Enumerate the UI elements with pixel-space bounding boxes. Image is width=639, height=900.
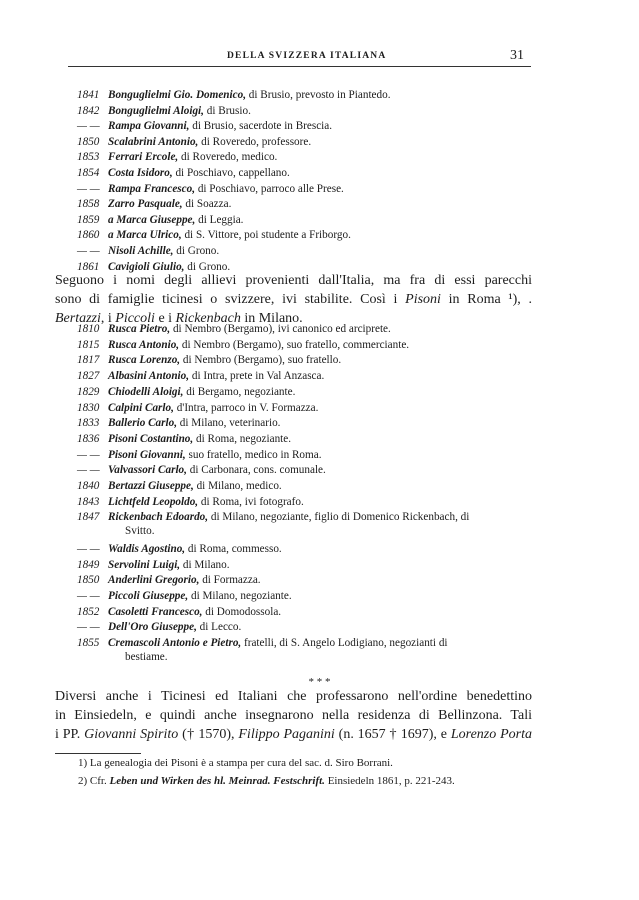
entry-text <box>108 402 318 415</box>
entry-name: Calpini Carlo, <box>108 401 174 414</box>
entry-name: Rickenbach Edoardo, <box>108 511 209 524</box>
entry-continuation: Svitto. <box>125 525 155 538</box>
entry-year: 1847 <box>77 511 100 524</box>
entry-detail: di Nembro (Bergamo), suo fratello. <box>180 354 342 367</box>
entry-text <box>108 214 243 227</box>
header-rule <box>68 66 531 67</box>
entry-detail: suo fratello, medico in Roma. <box>185 448 322 461</box>
entry-detail: di Lecco. <box>196 621 242 634</box>
entry-text <box>108 136 311 149</box>
entry-detail: di Intra, prete in Val Anzasca. <box>189 370 325 383</box>
entry-text <box>108 167 290 180</box>
entry-detail: di Milano. <box>180 558 230 571</box>
entry-text <box>108 354 341 367</box>
entry-year: 1861 <box>77 260 100 273</box>
entry-text <box>108 417 280 430</box>
entry-year: 1829 <box>77 385 100 398</box>
entry-year: 1860 <box>77 229 100 242</box>
entry-text <box>108 89 391 102</box>
entry-detail: di Carbonara, cons. comunale. <box>186 464 326 477</box>
entry-text <box>108 339 409 352</box>
entry-text <box>108 496 304 509</box>
entry-detail: di Brusio, sacerdote in Brescia. <box>189 120 333 133</box>
paragraph-line: Diversi anche i Ticinesi ed Italiani che professarono nell'ordine benedettino <box>55 689 532 704</box>
entry-year: 1859 <box>77 213 100 226</box>
entry-year: — — <box>77 542 100 555</box>
entry-year: 1833 <box>77 417 100 430</box>
entry-name: Chiodelli Aloigi, <box>108 385 184 398</box>
entry-text <box>108 183 344 196</box>
entry-text <box>108 229 351 242</box>
entry-year: 1815 <box>77 338 100 351</box>
entry-year: 1841 <box>77 89 100 101</box>
entry-detail: di Poschiavo, cappellano. <box>172 167 290 179</box>
entry-text <box>108 449 322 462</box>
entry-name: Cavigioli Giulio, <box>108 260 185 273</box>
entry-year: 1843 <box>77 495 100 508</box>
entry-text <box>108 637 448 650</box>
entry-name: Albasini Antonio, <box>108 370 190 383</box>
footnote-rule <box>55 753 141 754</box>
entry-detail: di Bergamo, negoziante. <box>183 385 296 398</box>
entry-year: 1849 <box>77 558 100 571</box>
entry-year: 1840 <box>77 480 100 492</box>
entry-name: Waldis Agostino, <box>108 542 186 555</box>
entry-detail: di Nembro (Bergamo), ivi canonico ed arciprete. <box>170 323 391 335</box>
paragraph-line: sono di famiglie ticinesi o svizzere, ivi stabilite. Così i Pisoni in Roma ¹), . <box>55 292 532 307</box>
entry-detail: di Soazza. <box>182 198 232 211</box>
entry-year: — — <box>77 464 100 477</box>
entry-name: Pisoni Costantino, <box>108 432 194 445</box>
entry-year: 1852 <box>77 605 100 618</box>
entry-text <box>108 120 332 133</box>
entry-detail: di Roma, commesso. <box>185 542 282 555</box>
section-asterism: * * * <box>308 676 331 688</box>
running-title: DELLA SVIZZERA ITALIANA <box>227 51 387 61</box>
entry-name: Valvassori Carlo, <box>108 464 187 477</box>
entry-name: a Marca Giuseppe, <box>108 213 196 226</box>
entry-name: Rampa Francesco, <box>108 182 196 195</box>
entry-name: a Marca Ulrico, <box>108 229 182 242</box>
paragraph-italian-students <box>55 271 532 328</box>
entry-detail: di Milano, veterinario. <box>177 417 281 430</box>
entry-name: Nisoli Achille, <box>108 245 174 257</box>
entry-year: — — <box>77 448 100 461</box>
entry-text <box>108 464 326 477</box>
entry-detail: di S. Vittore, poi studente a Friborgo. <box>181 229 351 242</box>
entry-year: 1810 <box>77 323 100 335</box>
entry-text <box>108 574 261 587</box>
entry-name: Casoletti Francesco, <box>108 605 203 618</box>
entry-detail: di Grono. <box>173 245 220 257</box>
entry-detail: di Milano, negoziante, figlio di Domenico Rickenbach, di <box>208 511 470 524</box>
entry-name: Zarro Pasquale, <box>108 198 183 211</box>
entry-year: 1850 <box>77 574 100 587</box>
entry-text <box>108 543 282 556</box>
entry-name: Bertazzi Giuseppe, <box>108 480 194 492</box>
entry-detail: di Nembro (Bergamo), suo fratello, commerciante. <box>179 338 410 351</box>
entry-name: Rusca Pietro, <box>108 323 171 335</box>
entry-name: Anderlini Gregorio, <box>108 574 200 587</box>
entry-detail: di Formazza. <box>199 574 261 587</box>
entry-continuation: bestiame. <box>125 651 168 663</box>
entry-text <box>108 559 230 572</box>
entry-name: Bonguglielmi Gio. Domenico, <box>108 89 246 101</box>
entry-text <box>108 198 231 211</box>
entry-year: — — <box>77 589 100 602</box>
entry-year: 1836 <box>77 432 100 445</box>
entry-detail: di Brusio. <box>203 104 251 117</box>
entry-text <box>108 621 241 634</box>
entry-detail: di Roma, negoziante. <box>193 432 292 445</box>
entry-detail: di Poschiavo, parroco alle Prese. <box>195 182 344 195</box>
entry-text <box>108 590 292 603</box>
entry-name: Pisoni Giovanni, <box>108 448 186 461</box>
entry-year: 1850 <box>77 135 100 148</box>
entry-year: — — <box>77 182 100 195</box>
entry-year: — — <box>77 245 100 257</box>
entry-name: Rampa Giovanni, <box>108 120 190 133</box>
paragraph-benedictines <box>55 687 532 744</box>
entry-year: 1830 <box>77 401 100 414</box>
entry-name: Rusca Lorenzo, <box>108 354 181 367</box>
entry-text <box>108 323 391 336</box>
entry-name: Servolini Luigi, <box>108 558 181 571</box>
entry-name: Bonguglielmi Aloigi, <box>108 104 204 117</box>
entry-text <box>108 370 324 383</box>
entry-year: 1854 <box>77 167 100 179</box>
footnote-1: 1) La genealogia dei Pisoni è a stampa per cura del sac. d. Siro Borrani. <box>78 757 393 769</box>
entry-detail: d'Intra, parroco in V. Formazza. <box>173 401 319 414</box>
entry-year: — — <box>77 120 100 133</box>
entry-text <box>108 386 295 399</box>
entry-name: Ballerio Carlo, <box>108 417 177 430</box>
paragraph-line: in Einsiedeln, e quindi anche insegnarono nella residenza di Bellinzona. Tali <box>55 708 532 723</box>
entry-detail: di Grono. <box>184 260 231 273</box>
entry-name: Scalabrini Antonio, <box>108 135 199 148</box>
entry-detail: di Domodossola. <box>202 605 282 618</box>
entry-text <box>108 511 469 524</box>
paragraph-line: Seguono i nomi degli allievi provenienti dall'Italia, ma fra di essi parecchi <box>55 273 532 288</box>
entry-detail: fratelli, di S. Angelo Lodigiano, negozianti di <box>241 637 448 649</box>
page-header <box>0 48 639 68</box>
entry-detail: di Milano, medico. <box>193 480 282 492</box>
entry-year: 1842 <box>77 104 100 117</box>
entry-detail: di Roma, ivi fotografo. <box>198 495 304 508</box>
entry-year: 1858 <box>77 198 100 211</box>
entry-detail: di Milano, negoziante. <box>188 589 292 602</box>
entry-name: Costa Isidoro, <box>108 167 173 179</box>
entry-year: 1855 <box>77 637 100 649</box>
footnote-2: 2) Cfr. Leben und Wirken des hl. Meinrad. Festschrift. Einsiedeln 1861, p. 221-243. <box>78 775 455 787</box>
entry-text <box>108 433 291 446</box>
entry-name: Lichtfeld Leopoldo, <box>108 495 199 508</box>
entry-text <box>108 245 219 258</box>
entry-name: Rusca Antonio, <box>108 338 180 351</box>
paragraph-line: Bertazzi, i Piccoli e i Rickenbach in Milano. <box>55 311 303 326</box>
entry-text <box>108 480 282 493</box>
entry-text <box>108 151 277 164</box>
page-number: 31 <box>510 48 524 63</box>
entry-name: Cremascoli Antonio e Pietro, <box>108 637 242 649</box>
entry-year: 1817 <box>77 354 100 367</box>
entry-detail: di Roveredo, professore. <box>198 135 312 148</box>
entry-name: Ferrari Ercole, <box>108 151 179 164</box>
entry-text <box>108 105 251 118</box>
entry-year: 1853 <box>77 151 100 164</box>
entry-name: Dell'Oro Giuseppe, <box>108 621 197 634</box>
entry-detail: di Leggia. <box>195 213 244 226</box>
entry-year: 1827 <box>77 370 100 383</box>
entry-detail: di Roveredo, medico. <box>178 151 278 164</box>
entry-name: Piccoli Giuseppe, <box>108 589 189 602</box>
entry-text <box>108 606 281 619</box>
paragraph-line: i PP. Giovanni Spirito († 1570), Filippo Paganini (n. 1657 † 1697), e Lorenzo Porta <box>55 727 532 742</box>
entry-detail: di Brusio, prevosto in Piantedo. <box>246 89 391 101</box>
entry-year: — — <box>77 621 100 634</box>
